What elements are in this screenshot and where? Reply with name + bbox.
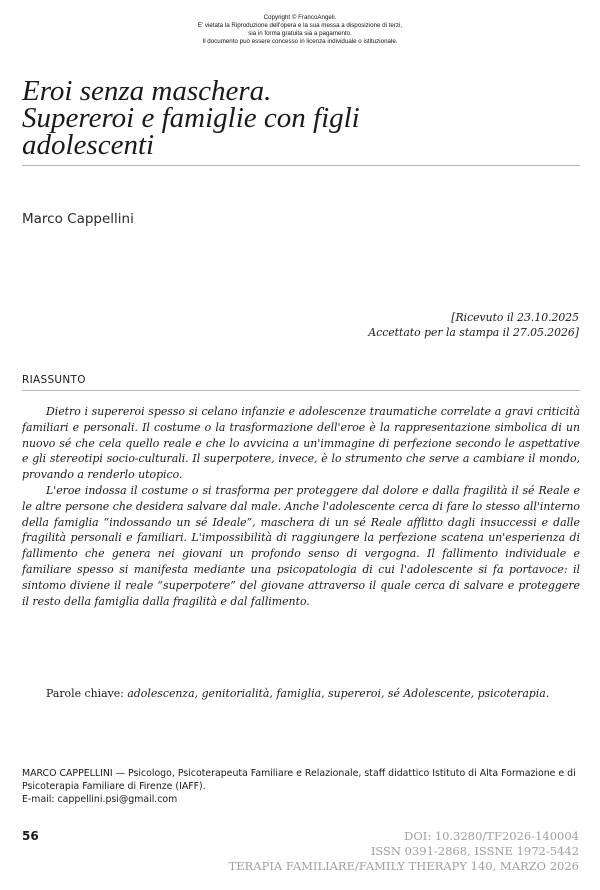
author-bio: [22, 767, 580, 806]
abstract-paragraph: Dietro i supereroi spesso si celano infanzie e adolescenze traumatiche correlate a gravi criticità familiari e personali. Il costume o la trasformazione dell'eroe è la rappresentazione simbolica di un nuovo sé che cela quello reale e che lo avvicina a un'immagine di perfezione secondo le aspettative e gli stereotipi socio-culturali. Il superpotere, invece, è lo strumento che serve a cambiare il mondo, provando a renderlo utopico.: [22, 405, 580, 482]
copyright-line: E' vietata la Riproduzione dell'opera e la sua messa a disposizione di terzi,: [197, 22, 403, 29]
received-date: [Ricevuto il 23.10.2025: [451, 311, 579, 324]
journal-info: [229, 829, 579, 874]
copyright-line: Il documento può essere concesso in licenza individuale o istituzionale.: [202, 38, 398, 45]
doi: DOI: 10.3280/TF2026-140004: [404, 829, 579, 843]
copyright-notice: [0, 14, 600, 46]
abstract-divider: [22, 390, 580, 391]
title-line: adolescenti: [22, 129, 155, 161]
author-bio-text: MARCO CAPPELLINI — Psicologo, Psicoterapeuta Familiare e Relazionale, staff didattico Istituto di Alta Formazione e di Psicoterapia Familiare di Firenze (IAFF).: [22, 768, 576, 792]
title-divider: [22, 165, 580, 166]
issn: ISSN 0391-2868, ISSNE 1972-5442: [370, 844, 579, 858]
copyright-line: sia in forma gratuita sia a pagamento.: [248, 30, 352, 37]
author-email[interactable]: E-mail: cappellini.psi@gmail.com: [22, 794, 178, 805]
title-line: Supereroi e famiglie con figli: [22, 102, 360, 134]
author-name: Marco Cappellini: [22, 211, 134, 227]
copyright-line: Copyright © FrancoAngeli.: [263, 14, 337, 21]
title-line: Eroi senza maschera.: [22, 75, 272, 107]
journal-citation: TERAPIA FAMILIARE/FAMILY THERAPY 140, MARZO 2026: [228, 859, 579, 873]
keywords-label: Parole chiave:: [46, 687, 124, 700]
submission-dates: [368, 310, 579, 340]
keywords: [22, 686, 580, 702]
keywords-list: adolescenza, genitorialità, famiglia, supereroi, sé Adolescente, psicoterapia.: [127, 687, 550, 700]
abstract-heading: RIASSUNTO: [22, 374, 86, 386]
article-title: [22, 75, 582, 161]
accepted-date: Accettato per la stampa il 27.05.2026]: [368, 326, 579, 339]
abstract-body: [22, 404, 580, 609]
page-number: 56: [22, 829, 39, 843]
abstract-paragraph: L'eroe indossa il costume o si trasforma per proteggere dal dolore e dalla fragilità il sé Reale e le altre persone che desidera salvare dal male. Anche l'adolescente cerca di fare lo stesso all'interno della famiglia “indossando un sé Ideale”, maschera di un sé Reale afflitto dagli insuccessi e dalle fragilità personali e familiari. L'impossibilità di raggiungere la perfezione scatena un'esperienza di fallimento che genera nei giovani un profondo senso di vergogna. Il fallimento individuale e familiare spesso si manifesta mediante una psicopatologia di cui l'adolescente si fa portavoce: il sintomo diviene il reale “superpotere” del giovane attraverso il quale cerca di salvare e proteggere il resto della famiglia dalla fragilità e dal fallimento.: [22, 483, 580, 608]
